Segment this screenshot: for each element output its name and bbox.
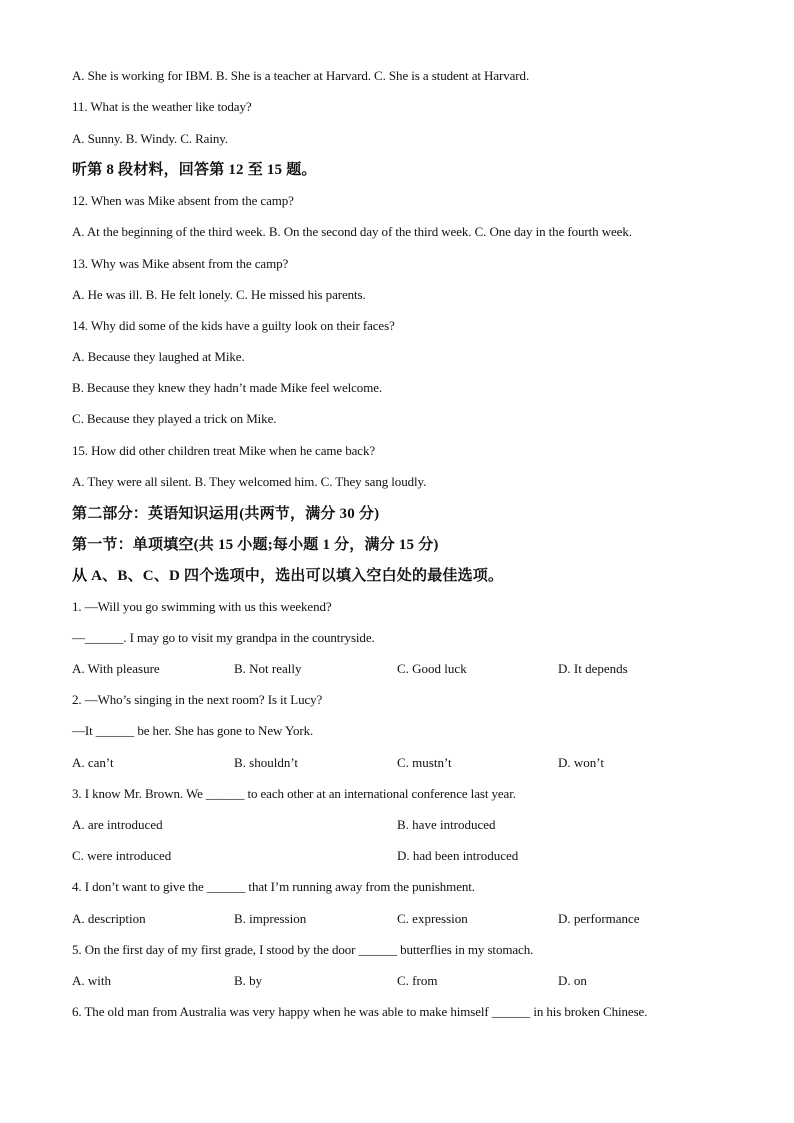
q3-question: 3. I know Mr. Brown. We ______ to each other at an international conference last year. [72,786,516,801]
q4-option-c: C. expression [397,911,468,926]
q13-question: 13. Why was Mike absent from the camp? [72,256,289,271]
q15-options: A. They were all silent. B. They welcomed him. C. They sang loudly. [72,474,427,489]
q5-question: 5. On the first day of my first grade, I stood by the door ______ butterflies in my stomach. [72,942,534,957]
q1-option-b: B. Not really [234,661,302,676]
q13-options: A. He was ill. B. He felt lonely. C. He missed his parents. [72,287,366,302]
q14-question: 14. Why did some of the kids have a guilty look on their faces? [72,318,395,333]
q15-question: 15. How did other children treat Mike when he came back? [72,443,376,458]
q1-option-a: A. With pleasure [72,661,160,676]
q3-option-d: D. had been introduced [397,848,519,863]
q1-option-d: D. It depends [558,661,628,676]
q2-option-d: D. won’t [558,755,604,770]
q10-options: A. She is working for IBM. B. She is a teacher at Harvard. C. She is a student at Harvard. [72,68,530,83]
q4-question: 4. I don’t want to give the ______ that I’m running away from the punishment. [72,879,475,894]
section-one-heading: 第一节：单项填空(共 15 小题;每小题 1 分，满分 15 分) [72,537,439,553]
q1-question: 1. —Will you go swimming with us this weekend? [72,599,332,614]
q2-response: —It ______ be her. She has gone to New York. [72,723,314,738]
q5-option-d: D. on [558,973,587,988]
q1-option-c: C. Good luck [397,661,467,676]
q11-options: A. Sunny. B. Windy. C. Rainy. [72,131,228,146]
q1-response: —______. I may go to visit my grandpa in the countryside. [72,630,375,645]
q2-option-a: A. can’t [72,755,114,770]
q5-option-c: C. from [397,973,438,988]
q4-option-d: D. performance [558,911,640,926]
instructions: 从 A、B、C、D 四个选项中，选出可以填入空白处的最佳选项。 [72,568,504,584]
q12-question: 12. When was Mike absent from the camp? [72,193,294,208]
q3-option-b: B. have introduced [397,817,496,832]
q12-options: A. At the beginning of the third week. B. On the second day of the third week. C. One day in the fourth week. [72,224,632,239]
q5-option-a: A. with [72,973,111,988]
q4-option-b: B. impression [234,911,307,926]
part-two-heading: 第二部分：英语知识运用(共两节，满分 30 分) [72,506,380,522]
section-heading-material-8: 听第 8 段材料，回答第 12 至 15 题。 [72,162,317,178]
q3-option-c: C. were introduced [72,848,172,863]
q14-option-a: A. Because they laughed at Mike. [72,349,245,364]
q5-option-b: B. by [234,973,263,988]
q14-option-c: C. Because they played a trick on Mike. [72,411,277,426]
q3-option-a: A. are introduced [72,817,163,832]
q2-option-b: B. shouldn’t [234,755,299,770]
q14-option-b: B. Because they knew they hadn’t made Mike feel welcome. [72,380,383,395]
q2-question: 2. —Who’s singing in the next room? Is it Lucy? [72,692,323,707]
q6-question: 6. The old man from Australia was very happy when he was able to make himself ______ in his broken Chinese. [72,1004,648,1019]
q4-option-a: A. description [72,911,146,926]
q11-question: 11. What is the weather like today? [72,99,252,114]
q2-option-c: C. mustn’t [397,755,452,770]
